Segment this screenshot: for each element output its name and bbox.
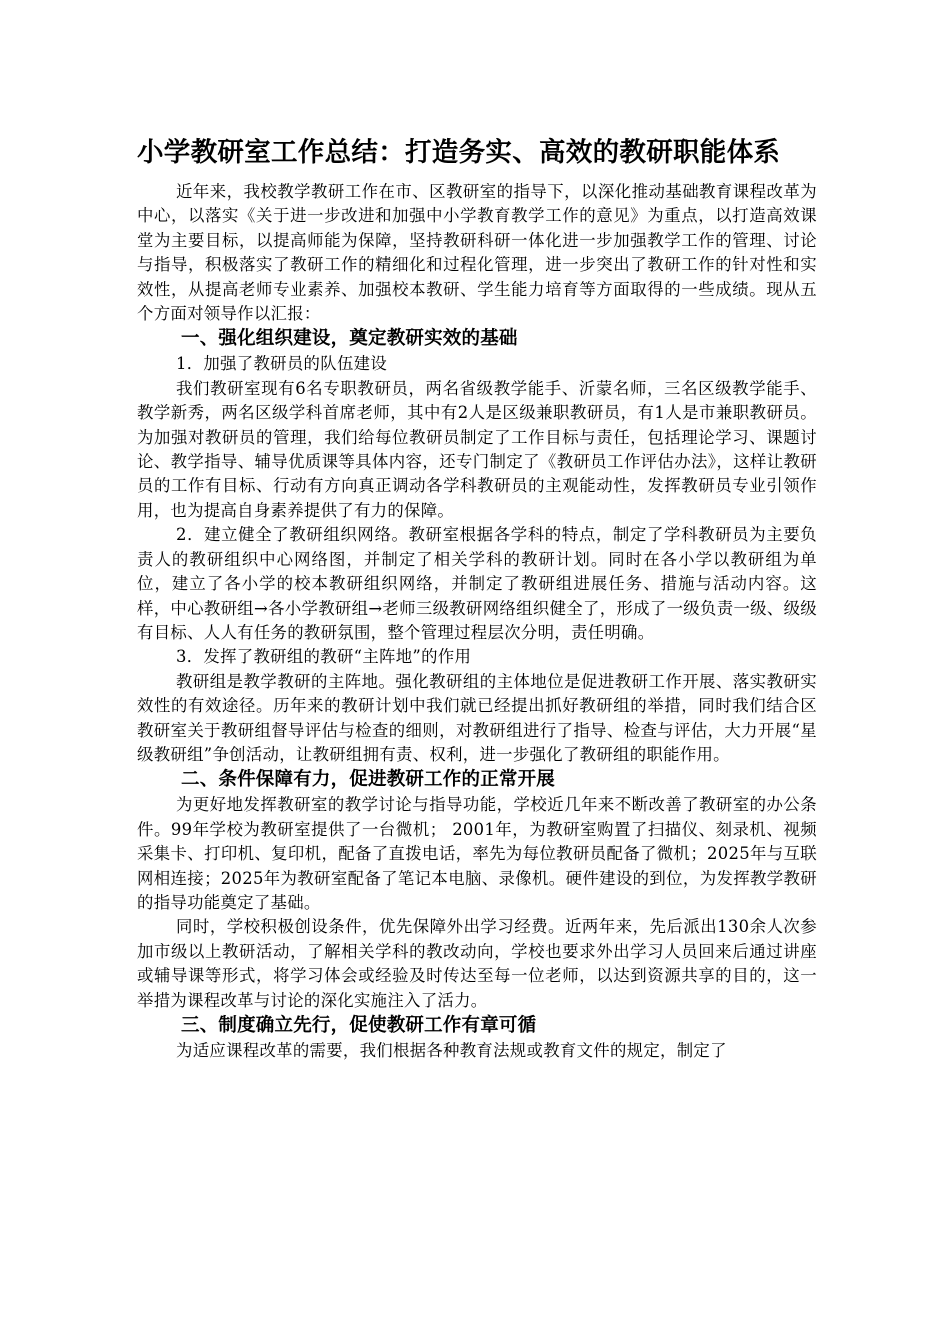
section-1-subheading-3: 3．发挥了教研组的教研“主阵地”的作用 (176, 647, 472, 667)
document-title: 小学教研室工作总结：打造务实、高效的教研职能体系 (137, 137, 781, 168)
section-1-heading: 一、强化组织建设，奠定教研实效的基础 (181, 328, 518, 350)
section-2-paragraph-1: 为更好地发挥教研室的教学讨论与指导功能，学校近几年来不断改善了教研室的办公条件。99年学校为教研室提供了一台微机； 2001年，为教研室购置了扫描仪、刻录机、视频采集卡、打印机、复印机，配备了直拨电话，率先为每位教研员配备了微机；2025年与互联网相连接；2025年为教研室配备了笔记本电脑、录像机。硬件建设的到位，为发挥教学教研的指导功能奠定了基础。 (137, 795, 817, 912)
section-2-heading: 二、条件保障有力，促进教研工作的正常开展 (181, 769, 556, 791)
section-3-heading: 三、制度确立先行，促使教研工作有章可循 (181, 1015, 537, 1036)
section-1-subheading-1: 1．加强了教研员的队伍建设 (176, 354, 388, 374)
document-page (137, 130, 817, 1063)
section-1-paragraph-1: 我们教研室现有6名专职教研员，两名省级教学能手、沂蒙名师，三名区级教学能手、教学新秀，两名区级学科首席老师，其中有2人是区级兼职教研员，有1人是市兼职教研员。为加强对教研员的管理，我们给每位教研员制定了工作目标与责任，包括理论学习、课题讨论、教学指导、辅导优质课等具体内容，还专门制定了《教研员工作评估办法》，这样让教研员的工作有目标、行动有方向真正调动各学科教研员的主观能动性，发挥教研员专业引领作用，也为提高自身素养提供了有力的保障。 (137, 378, 817, 520)
section-3-paragraph-1: 为适应课程改革的需要，我们根据各种教育法规或教育文件的规定，制定了 (176, 1041, 727, 1060)
intro-paragraph: 近年来，我校教学教研工作在市、区教研室的指导下，以深化推动基础教育课程改革为中心，以落实《关于进一步改进和加强中小学教育教学工作的意见》为重点，以打造高效课堂为主要目标，以提高师能为保障，坚持教研科研一体化进一步加强教学工作的管理、讨论与指导，积极落实了教研工作的精细化和过程化管理，进一步突出了教研工作的针对性和实效性，从提高老师专业素养、加强校本教研、学生能力培育等方面取得的一些成绩。现从五个方面对领导作以汇报： (137, 182, 817, 324)
section-1-paragraph-3: 教研组是教学教研的主阵地。强化教研组的主体地位是促进教研工作开展、落实教研实效性的有效途径。历年来的教研计划中我们就已经提出抓好教研组的举措，同时我们结合区教研室关于教研组督导评估与检查的细则，对教研组进行了指导、检查与评估，大力开展“星级教研组”争创活动，让教研组拥有责、权利，进一步强化了教研组的职能作用。 (137, 671, 817, 764)
section-2-paragraph-2: 同时，学校积极创设条件，优先保障外出学习经费。近两年来，先后派出130余人次参加市级以上教研活动，了解相关学科的教改动向，学校也要求外出学习人员回来后通过讲座或辅导课等形式，将学习体会或经验及时传达至每一位老师，以达到资源共享的目的，这一举措为课程改革与讨论的深化实施注入了活力。 (137, 917, 817, 1010)
section-1-paragraph-2: 2．建立健全了教研组织网络。教研室根据各学科的特点，制定了学科教研员为主要负责人的教研组织中心网络图，并制定了相关学科的教研计划。同时在各小学以教研组为单位，建立了各小学的校本教研组织网络，并制定了教研组进展任务、措施与活动内容。这样，中心教研组→各小学教研组→老师三级教研网络组织健全了，形成了一级负责一级、级级有目标、人人有任务的教研氛围，整个管理过程层次分明，责任明确。 (137, 525, 817, 642)
